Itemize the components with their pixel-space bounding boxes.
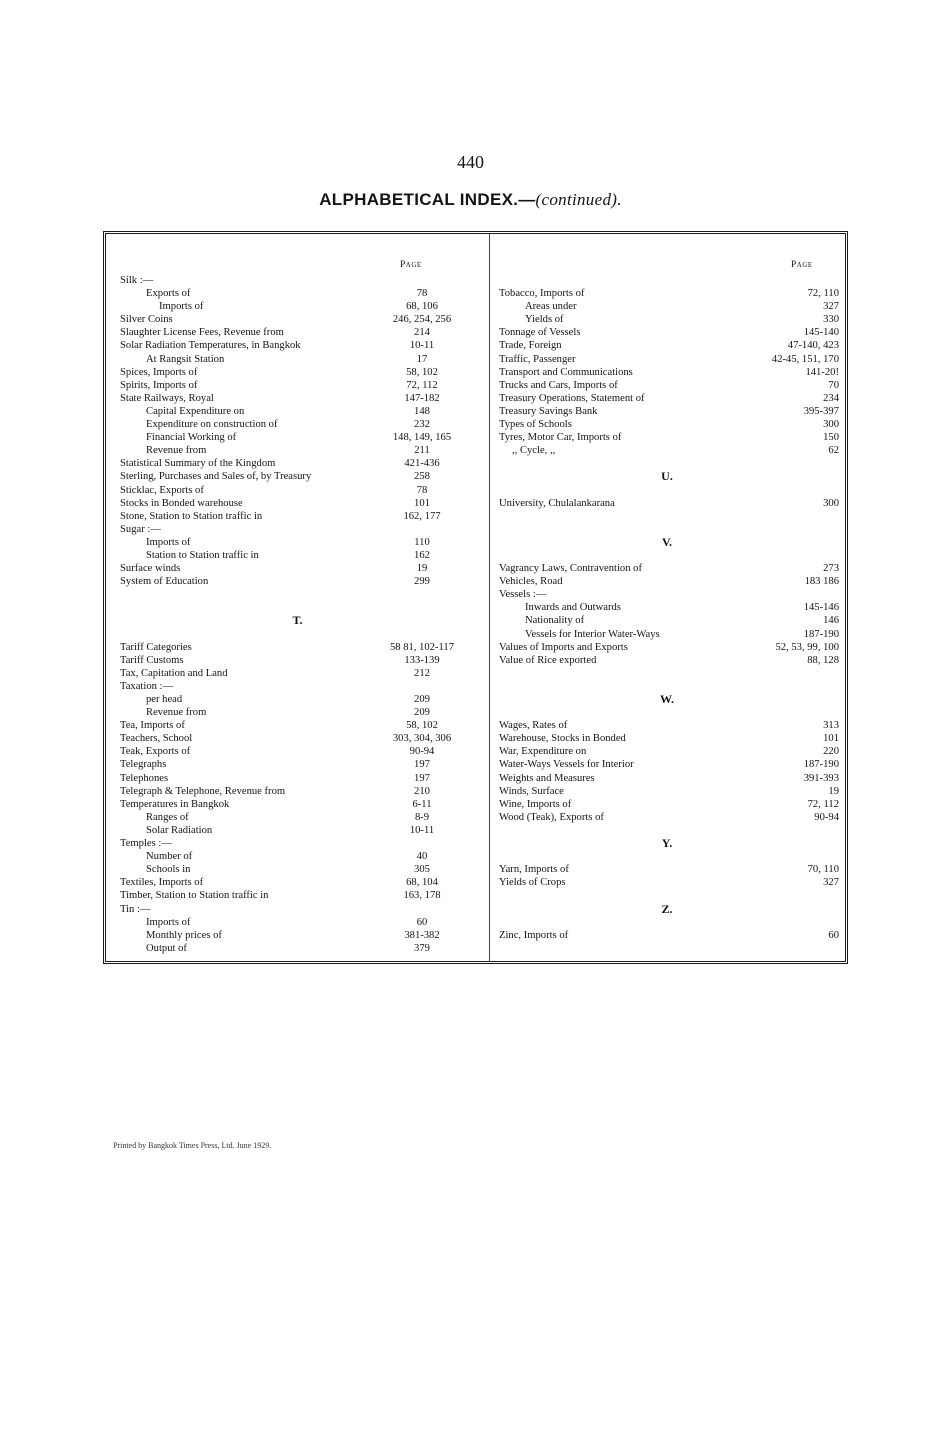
page-number: 440 (457, 152, 484, 172)
entry-page-ref: 145-140 (803, 327, 839, 339)
entry-page-ref: 60 (416, 916, 428, 928)
entry-term: Treasury Operations, Statement of (499, 392, 645, 404)
index-entry (489, 444, 845, 457)
entry-page-ref: 232 (414, 419, 430, 431)
entry-page-ref: 78 (416, 484, 428, 496)
entry-page-ref: 78 (416, 288, 428, 300)
index-entry (106, 837, 489, 850)
right-page-header: Page (791, 260, 813, 270)
entry-page-ref: 148, 149, 165 (392, 432, 452, 444)
entry-page-ref: 90-94 (814, 811, 839, 823)
entry-page-ref: 210 (414, 785, 430, 797)
section-letter-label: V. (661, 534, 673, 549)
entry-page-ref: 214 (414, 327, 430, 339)
entry-term: Water-Ways Vessels for Interior (499, 759, 634, 771)
index-entry (489, 431, 845, 444)
entry-term: Statistical Summary of the Kingdom (120, 458, 276, 470)
index-entry (489, 811, 845, 824)
entry-term: Timber, Station to Station traffic in (120, 890, 269, 902)
index-entry (106, 300, 489, 313)
entry-term: Tax, Capitation and Land (120, 667, 228, 679)
title-main: ALPHABETICAL INDEX.— (319, 190, 536, 209)
index-entry (106, 745, 489, 758)
entry-page-ref: 90-94 (409, 746, 435, 758)
index-entry (106, 680, 489, 693)
entry-term: Imports of (159, 301, 204, 313)
section-letter (489, 470, 845, 483)
entry-page-ref: 70 (828, 379, 839, 391)
entry-term: Vagrancy Laws, Contravention of (499, 563, 642, 575)
entry-term: Sugar :— (120, 523, 161, 535)
left-column (106, 234, 490, 961)
index-entry (106, 693, 489, 706)
index-entry (106, 719, 489, 732)
index-entry (106, 785, 489, 798)
index-entry (489, 313, 845, 326)
entry-page-ref: 330 (823, 314, 839, 326)
index-entry (106, 339, 489, 352)
entry-page-ref: 421-436 (404, 458, 440, 470)
index-entry (106, 549, 489, 562)
index-entry (106, 431, 489, 444)
entry-page-ref: 146 (823, 615, 839, 627)
index-entry (106, 942, 489, 955)
index-entry (489, 392, 845, 405)
entry-term: Yields of (525, 314, 564, 326)
entry-term: Trucks and Cars, Imports of (499, 379, 618, 391)
entry-page-ref: 187-190 (803, 628, 839, 640)
blank-row (489, 667, 845, 680)
entry-term: Solar Radiation Temperatures, in Bangkok (120, 340, 301, 352)
entry-term: per head (146, 694, 183, 705)
entry-term: Stone, Station to Station traffic in (120, 510, 263, 522)
entry-page-ref: 305 (414, 864, 430, 876)
entry-term: Surface winds (120, 563, 181, 575)
index-entry (489, 628, 845, 641)
index-entry (489, 876, 845, 889)
index-entry (106, 667, 489, 680)
entry-term: War, Expenditure on (499, 746, 587, 758)
entry-term: Teak, Exports of (120, 746, 191, 758)
entry-page-ref: 72, 112 (406, 379, 438, 391)
entry-page-ref: 19 (416, 563, 428, 575)
entry-term: Revenue from (146, 445, 207, 457)
page-title (0, 190, 941, 210)
index-entry (489, 863, 845, 876)
entry-term: Stocks in Bonded warehouse (120, 497, 243, 509)
entry-page-ref: 60 (828, 929, 839, 941)
section-letter (489, 693, 845, 706)
index-entry (489, 326, 845, 339)
entry-term: Slaughter License Fees, Revenue from (120, 327, 284, 339)
entry-term: Wood (Teak), Exports of (499, 811, 604, 823)
index-entry (489, 588, 845, 601)
blank-row (489, 549, 845, 562)
entry-page-ref: 68, 104 (406, 877, 438, 889)
blank-row (106, 588, 489, 601)
entry-term: Temples :— (120, 838, 172, 850)
entry-page-ref: 148 (414, 405, 430, 417)
entry-term: Revenue from (146, 707, 207, 719)
entry-term: Monthly prices of (146, 929, 222, 941)
entry-term: Winds, Surface (499, 785, 564, 797)
entry-term: Inwards and Outwards (525, 602, 621, 614)
entry-term: Nationality of (525, 615, 585, 627)
section-letter (489, 903, 845, 916)
entry-term: Types of Schools (499, 419, 572, 431)
entry-page-ref: 183 186 (804, 576, 839, 588)
index-entry (106, 523, 489, 536)
entry-page-ref: 212 (414, 667, 430, 679)
entry-page-ref: 110 (414, 536, 430, 548)
entry-page-ref: 300 (823, 419, 839, 431)
entry-term: Telegraphs (120, 759, 167, 771)
entry-term: Tariff Categories (120, 641, 192, 653)
index-entry (489, 300, 845, 313)
entry-page-ref: 299 (414, 576, 430, 588)
entry-term: Yields of Crops (499, 877, 566, 889)
entry-term: Telegraph & Telephone, Revenue from (120, 785, 286, 797)
index-entry (489, 654, 845, 667)
blank-row (489, 889, 845, 902)
entry-term: Traffic, Passenger (499, 353, 576, 365)
entry-page-ref: 379 (414, 942, 430, 954)
entry-page-ref: 17 (416, 353, 428, 365)
index-entry (489, 929, 845, 942)
index-entry (106, 510, 489, 523)
entry-page-ref: 327 (823, 877, 839, 889)
section-letter-label: W. (660, 692, 674, 706)
entry-term: Trade, Foreign (499, 340, 562, 352)
entry-page-ref: 10-11 (409, 824, 435, 836)
printer-footer: Printed by Bangkok Times Press, Ltd. June 1929. (113, 1141, 272, 1150)
index-entry (106, 326, 489, 339)
index-entry (489, 745, 845, 758)
entry-term: System of Education (120, 576, 209, 588)
index-entry (106, 929, 489, 942)
blank-row (489, 523, 845, 536)
entry-term: Value of Rice exported (499, 654, 597, 666)
index-entry (106, 654, 489, 667)
entry-page-ref: 47-140, 423 (787, 340, 839, 352)
entry-page-ref: 52, 53, 99, 100 (775, 641, 839, 653)
entry-term: Temperatures in Bangkok (120, 798, 230, 810)
index-entry (106, 497, 489, 510)
entry-term: Vehicles, Road (499, 576, 563, 588)
entry-page-ref: 101 (414, 497, 430, 509)
index-entry (489, 641, 845, 654)
entry-page-ref: 62 (828, 445, 839, 457)
entry-page-ref: 10-11 (409, 340, 435, 352)
index-frame (103, 231, 848, 964)
entry-page-ref: 391-393 (803, 772, 839, 784)
entry-page-ref: 209 (414, 694, 430, 705)
section-letter-label: Y. (661, 836, 673, 851)
entry-page-ref: 197 (414, 759, 430, 771)
index-entry (106, 366, 489, 379)
blank-row (489, 850, 845, 863)
entry-term: Teachers, School (120, 733, 193, 745)
title-continued: (continued). (535, 190, 622, 209)
entry-page-ref: 197 (414, 772, 430, 784)
entry-term: Silk :— (120, 275, 154, 286)
index-entry (489, 772, 845, 785)
entry-page-ref: 58, 102 (406, 720, 438, 732)
entry-term: Tariff Customs (120, 654, 184, 666)
index-entry (106, 287, 489, 300)
entry-page-ref: 141-20! (805, 366, 839, 378)
index-entry (489, 798, 845, 811)
index-entry (106, 876, 489, 889)
entry-page-ref: 211 (414, 445, 430, 457)
entry-term: At Rangsit Station (146, 353, 225, 365)
entry-page-ref: 220 (823, 746, 839, 758)
index-entry (106, 484, 489, 497)
entry-page-ref: 381-382 (404, 929, 440, 941)
entry-page-ref: 313 (823, 720, 839, 732)
entry-term: Warehouse, Stocks in Bonded (499, 733, 626, 745)
index-entry (106, 824, 489, 837)
index-entry (489, 287, 845, 300)
index-entry (106, 758, 489, 771)
left-page-header: Page (400, 260, 422, 270)
index-entry (489, 339, 845, 352)
entry-page-ref: 101 (823, 733, 839, 745)
index-entry (106, 274, 489, 287)
entry-term: Output of (146, 942, 187, 954)
section-letter (106, 614, 489, 627)
section-letter-label: Z. (661, 901, 673, 916)
index-entry (106, 732, 489, 745)
entry-term: Tyres, Motor Car, Imports of (499, 432, 622, 444)
entry-page-ref: 42-45, 151, 170 (771, 353, 839, 365)
entry-page-ref: 162 (414, 549, 430, 561)
section-letter (489, 837, 845, 850)
entry-term: Expenditure on construction of (146, 419, 278, 431)
entry-term: Tonnage of Vessels (499, 327, 581, 339)
entry-term: Sticklac, Exports of (120, 484, 204, 496)
entry-page-ref: 68, 106 (406, 301, 438, 313)
entry-page-ref: 72, 112 (807, 798, 839, 810)
entry-page-ref: 133-139 (404, 654, 440, 666)
right-column (489, 234, 845, 961)
entry-page-ref: 6-11 (412, 798, 432, 810)
entry-term: Capital Expenditure on (146, 405, 245, 417)
index-entry (489, 497, 845, 510)
index-entry (106, 392, 489, 405)
index-entry (106, 863, 489, 876)
entry-term: Exports of (146, 288, 191, 300)
entry-page-ref: 258 (414, 471, 430, 483)
index-entry (489, 562, 845, 575)
index-entry (106, 313, 489, 326)
index-entry (489, 601, 845, 614)
index-entry (106, 706, 489, 719)
entry-term: Spices, Imports of (120, 366, 198, 378)
index-entry (106, 811, 489, 824)
entry-term: Number of (146, 851, 193, 863)
entry-term: Areas under (525, 301, 577, 313)
index-entry (106, 379, 489, 392)
entry-term: Schools in (146, 864, 191, 876)
entry-term: Imports of (146, 916, 191, 928)
entry-term: Taxation :— (120, 680, 174, 692)
entry-term: Wages, Rates of (499, 720, 568, 732)
index-entry (106, 457, 489, 470)
entry-term: Ranges of (146, 811, 189, 823)
entry-page-ref: 327 (823, 301, 839, 313)
section-letter-label: T. (292, 613, 303, 628)
entry-page-ref: 58, 102 (406, 366, 438, 378)
blank-row (489, 274, 845, 287)
index-entry (489, 758, 845, 771)
index-entry (489, 785, 845, 798)
blank-row (106, 628, 489, 641)
entry-term: Values of Imports and Exports (499, 641, 628, 653)
index-entry (489, 366, 845, 379)
index-entry (489, 405, 845, 418)
entry-term: Vessels :— (499, 589, 547, 601)
entry-term: Vessels for Interior Water-Ways (525, 628, 660, 640)
index-entry (489, 379, 845, 392)
blank-row (489, 510, 845, 523)
entry-page-ref: 72, 110 (807, 288, 839, 300)
index-entry (106, 418, 489, 431)
entry-term: Sterling, Purchases and Sales of, by Treasury (120, 471, 312, 483)
entry-term: Yarn, Imports of (499, 864, 569, 876)
index-entry (106, 470, 489, 483)
entry-term: University, Chulalankarana (499, 497, 615, 509)
entry-page-ref: 303, 304, 306 (392, 733, 452, 745)
entry-page-ref: 234 (823, 392, 839, 404)
index-entry (489, 418, 845, 431)
entry-page-ref: 150 (823, 432, 839, 444)
index-entry (106, 850, 489, 863)
entry-term: Wine, Imports of (499, 798, 572, 810)
entry-page-ref: 246, 254, 256 (392, 314, 452, 326)
section-letter (489, 536, 845, 549)
index-entry (489, 575, 845, 588)
entry-page-ref: 395-397 (803, 405, 839, 417)
entry-page-ref: 163, 178 (403, 890, 441, 902)
index-entry (106, 903, 489, 916)
entry-page-ref: 40 (416, 851, 428, 863)
entry-page-ref: 147-182 (404, 392, 440, 404)
section-letter-label: U. (661, 469, 673, 484)
entry-term: Weights and Measures (499, 772, 595, 784)
entry-page-ref: 145-146 (803, 602, 839, 614)
left-entries-list (106, 274, 489, 955)
entry-page-ref: 70, 110 (807, 864, 839, 876)
index-entry (106, 772, 489, 785)
index-entry (106, 916, 489, 929)
entry-page-ref: 58 81, 102-117 (389, 641, 455, 653)
entry-page-ref: 187-190 (803, 759, 839, 771)
entry-term: Telephones (120, 772, 169, 784)
entry-page-ref: 300 (823, 497, 839, 509)
entry-term: Station to Station traffic in (146, 549, 259, 561)
entry-term: Tea, Imports of (120, 720, 185, 732)
index-entry (106, 562, 489, 575)
blank-row (489, 916, 845, 929)
index-entry (489, 719, 845, 732)
index-entry (106, 405, 489, 418)
entry-term: Silver Coins (120, 314, 173, 326)
index-entry (106, 889, 489, 902)
entry-term: Solar Radiation (146, 824, 213, 836)
entry-page-ref: 88, 128 (807, 654, 839, 666)
index-entry (489, 353, 845, 366)
index-entry (106, 444, 489, 457)
index-entry (106, 536, 489, 549)
index-entry (489, 614, 845, 627)
entry-term: Treasury Savings Bank (499, 405, 598, 417)
index-entry (489, 732, 845, 745)
entry-term: ,, Cycle, ,, (512, 445, 556, 457)
entry-term: Tobacco, Imports of (499, 288, 585, 300)
entry-term: Tin :— (120, 903, 151, 915)
entry-term: Textiles, Imports of (120, 877, 204, 889)
entry-page-ref: 8-9 (414, 811, 430, 823)
entry-page-ref: 162, 177 (403, 510, 441, 522)
entry-term: Zinc, Imports of (499, 929, 569, 941)
entry-term: Spirits, Imports of (120, 379, 198, 391)
blank-row (489, 484, 845, 497)
entry-term: Transport and Communications (499, 366, 633, 378)
entry-page-ref: 273 (823, 563, 839, 575)
index-entry (106, 353, 489, 366)
entry-term: Financial Working of (146, 432, 237, 444)
index-entry (106, 798, 489, 811)
blank-row (489, 706, 845, 719)
right-entries-list (489, 274, 845, 942)
index-entry (106, 575, 489, 588)
entry-term: State Railways, Royal (120, 392, 214, 404)
entry-page-ref: 19 (828, 785, 839, 797)
entry-page-ref: 209 (414, 707, 430, 719)
index-entry (106, 641, 489, 654)
entry-term: Imports of (146, 536, 191, 548)
